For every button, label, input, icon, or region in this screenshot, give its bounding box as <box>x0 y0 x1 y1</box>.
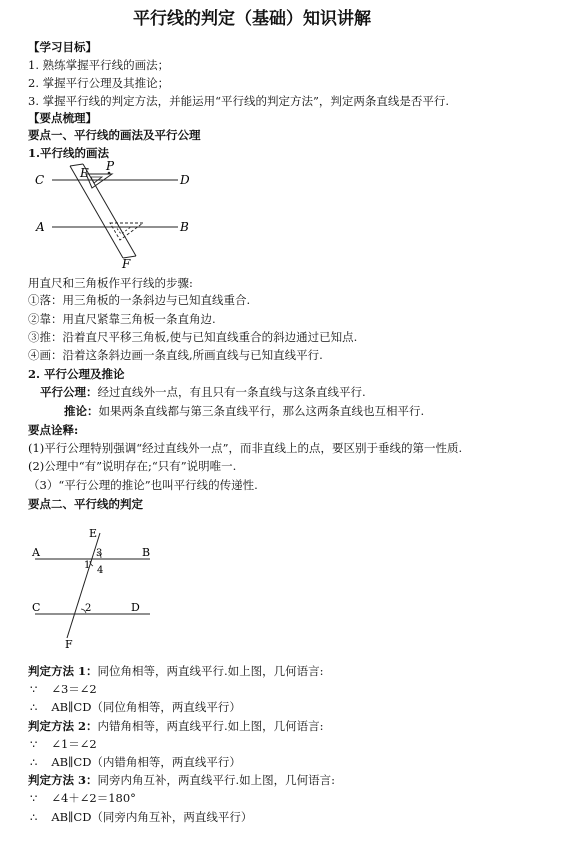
note-item: （3）“平行公理的推论”也叫平行线的传递性. <box>28 478 258 492</box>
goal-item: 3. 掌握平行线的判定方法，并能运用“平行线的判定方法”，判定两条直线是否平行. <box>28 94 450 108</box>
page-title: 平行线的判定（基础）知识讲解 <box>133 9 371 29</box>
label-e: E <box>89 527 98 540</box>
method-text: 内错角相等，两直线平行.如上图，几何语言: <box>97 719 324 733</box>
steps-intro: 用直尺和三角板作平行线的步骤: <box>28 276 193 290</box>
section-heading: 要点一、平行线的画法及平行公理 <box>28 128 201 142</box>
step-item: ①落：用三角板的一条斜边与已知直线重合. <box>28 293 251 307</box>
label-b: B <box>180 220 189 234</box>
conclusion-line <box>30 810 252 824</box>
label-c: C <box>32 601 41 614</box>
notes-header: 要点诠释: <box>28 423 79 437</box>
conclusion-text: AB∥CD（同旁内角互补，两直线平行） <box>51 810 253 824</box>
label-angle-4: 4 <box>97 565 104 576</box>
given-text: ∠1＝∠2 <box>51 737 97 751</box>
because-symbol: ∵ <box>30 791 38 805</box>
given-text: ∠3＝∠2 <box>51 682 97 696</box>
label-d: D <box>131 601 140 614</box>
label-angle-2: 2 <box>85 603 92 614</box>
set-square-dashed-inner <box>116 227 131 234</box>
therefore-symbol: ∴ <box>30 700 38 714</box>
transversal-figure <box>30 525 160 650</box>
ruler-edge-right <box>83 164 136 256</box>
note-item: (1)平行公理特别强调“经过直线外一点”，而非直线上的点，要区别于垂线的第一性质. <box>28 441 463 455</box>
method-line <box>28 719 324 733</box>
label-f: F <box>65 638 73 651</box>
subsection-heading: 1.平行线的画法 <box>28 146 110 160</box>
given-line <box>30 737 97 751</box>
given-line <box>30 682 97 696</box>
angle-arc-1 <box>90 561 93 566</box>
learning-goals-header: 【学习目标】 <box>28 40 97 54</box>
method-line <box>28 664 324 678</box>
label-e: E <box>80 166 89 180</box>
method-line <box>28 773 335 787</box>
goal-item: 1. 熟练掌握平行线的画法； <box>28 58 170 72</box>
label-a: A <box>36 220 45 234</box>
corollary-line <box>64 404 424 418</box>
given-line <box>30 791 136 805</box>
label-angle-3: 3 <box>96 548 103 559</box>
therefore-symbol: ∴ <box>30 755 38 769</box>
goal-item: 2. 掌握平行公理及其推论； <box>28 76 170 90</box>
method-label: 判定方法 1： <box>28 664 98 678</box>
label-c: C <box>35 173 45 187</box>
label-angle-1: 1 <box>84 560 91 571</box>
method-text: 同旁内角互补，两直线平行.如上图，几何语言: <box>97 773 336 787</box>
note-item: (2)公理中“有”说明存在;“只有”说明唯一. <box>28 459 237 473</box>
because-symbol: ∵ <box>30 737 38 751</box>
subsection-heading: 2. 平行公理及推论 <box>28 367 125 381</box>
axiom-label: 平行公理： <box>40 385 98 399</box>
corollary-text: 如果两条直线都与第三条直线平行，那么这两条直线也互相平行. <box>98 404 425 418</box>
label-b: B <box>142 546 151 559</box>
label-a: A <box>32 546 40 559</box>
given-text: ∠4＋∠2＝180° <box>51 791 136 805</box>
step-item: ④画：沿着这条斜边画一条直线,所画直线与已知直线平行. <box>28 348 323 362</box>
method-label: 判定方法 2： <box>28 719 98 733</box>
parallel-construction-figure <box>30 160 200 270</box>
method-text: 同位角相等，两直线平行.如上图，几何语言: <box>97 664 324 678</box>
label-f: F <box>122 257 131 271</box>
therefore-symbol: ∴ <box>30 810 38 824</box>
key-points-header: 【要点梳理】 <box>28 111 97 125</box>
because-symbol: ∵ <box>30 682 38 696</box>
conclusion-line <box>30 700 241 714</box>
conclusion-text: AB∥CD（同位角相等，两直线平行） <box>51 700 241 714</box>
step-item: ③推：沿着直尺平移三角板,使与已知直线重合的斜边通过已知点. <box>28 330 358 344</box>
conclusion-line <box>30 755 241 769</box>
step-item: ②靠：用直尺紧靠三角板一条直角边. <box>28 312 216 326</box>
axiom-text: 经过直线外一点，有且只有一条直线与这条直线平行. <box>97 385 366 399</box>
set-square-dashed <box>110 223 143 240</box>
label-p: P <box>106 159 115 173</box>
conclusion-text: AB∥CD（内错角相等，两直线平行） <box>51 755 241 769</box>
method-label: 判定方法 3： <box>28 773 98 787</box>
corollary-label: 推论： <box>64 404 99 418</box>
axiom-line <box>40 385 366 399</box>
section-heading: 要点二、平行线的判定 <box>28 497 143 511</box>
label-d: D <box>180 173 190 187</box>
